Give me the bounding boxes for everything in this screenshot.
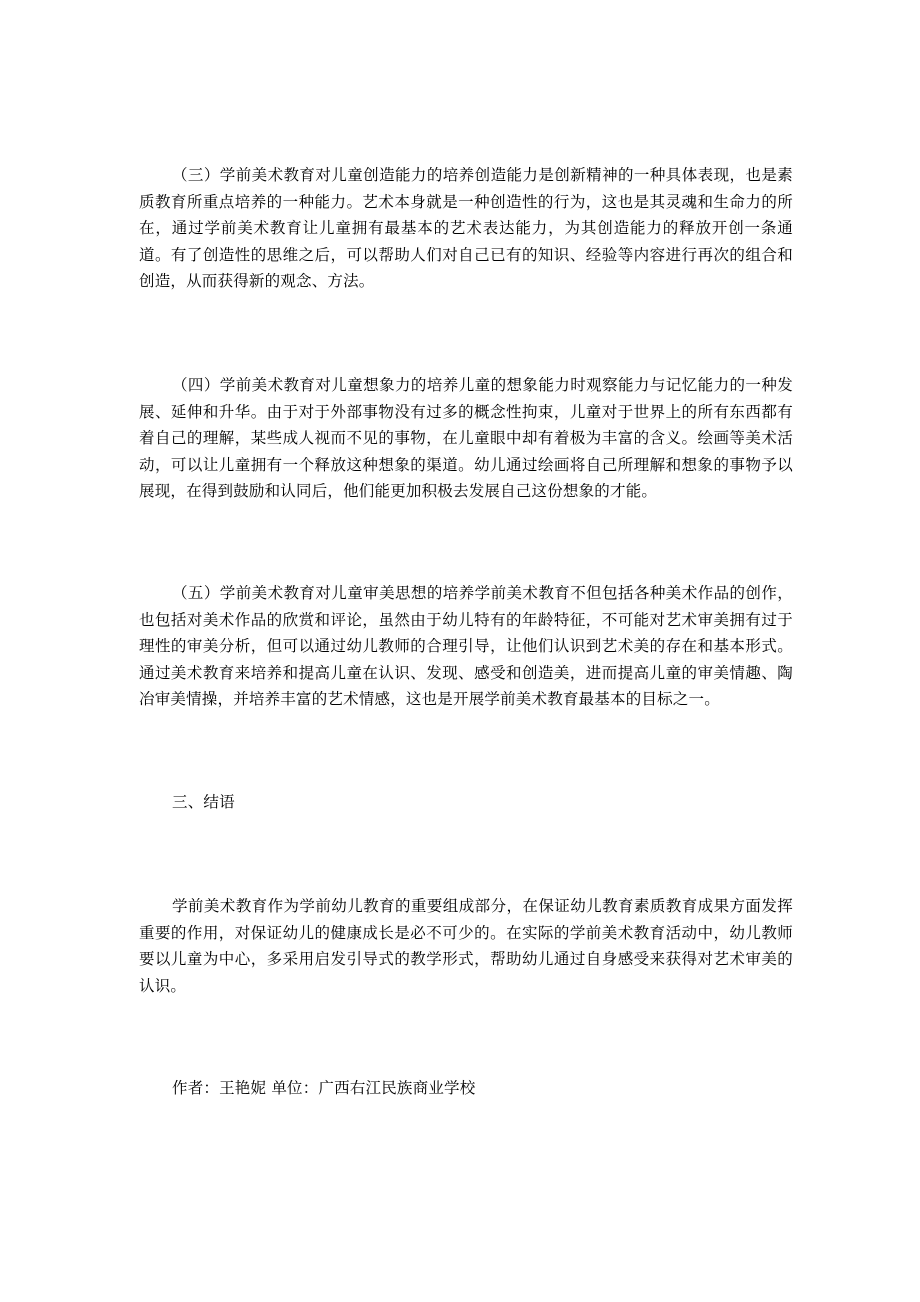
paragraph-creativity: （三）学前美术教育对儿童创造能力的培养创造能力是创新精神的一种具体表现，也是素质教育所重点培养的一种能力。艺术本身就是一种创造性的行为，这也是其灵魂和生命力的所在，通过学前美术教育让儿童拥有最基本的艺术表达能力，为其创造能力的释放开创一条通道。有了创造性的思维之后，可以帮助人们对自己已有的知识、经验等内容进行再次的组合和创造，从而获得新的观念、方法。	[139, 166, 793, 290]
paragraph-aesthetics: （五）学前美术教育对儿童审美思想的培养学前美术教育不但包括各种美术作品的创作，也包括对美术作品的欣赏和评论，虽然由于幼儿特有的年龄特征，不可能对艺术审美拥有过于理性的审美分析，但可以通过幼儿教师的合理引导，让他们认识到艺术美的存在和基本形式。通过美术教育来培养和提高儿童在认识、发现、感受和创造美，进而提高儿童的审美情趣、陶冶审美情操，并培养丰富的艺术情感，这也是开展学前美术教育最基本的目标之一。	[139, 584, 793, 708]
author-line: 作者：王艳妮 单位：广西右江民族商业学校	[172, 1079, 476, 1097]
paragraph-conclusion: 学前美术教育作为学前幼儿教育的重要组成部分，在保证幼儿教育素质教育成果方面发挥重要的作用，对保证幼儿的健康成长是必不可少的。在实际的学前美术教育活动中，幼儿教师要以儿童为中心，多采用启发引导式的教学形式，帮助幼儿通过自身感受来获得对艺术审美的认识。	[139, 897, 793, 995]
paragraph-imagination: （四）学前美术教育对儿童想象力的培养儿童的想象能力时观察能力与记忆能力的一种发展、延伸和升华。由于对于外部事物没有过多的概念性拘束，儿童对于世界上的所有东西都有着自己的理解，某些成人视而不见的事物，在儿童眼中却有着极为丰富的含义。绘画等美术活动，可以让儿童拥有一个释放这种想象的渠道。幼儿通过绘画将自己所理解和想象的事物予以展现，在得到鼓励和认同后，他们能更加积极去发展自己这份想象的才能。	[139, 376, 793, 500]
section-heading-conclusion: 三、结语	[172, 793, 235, 811]
